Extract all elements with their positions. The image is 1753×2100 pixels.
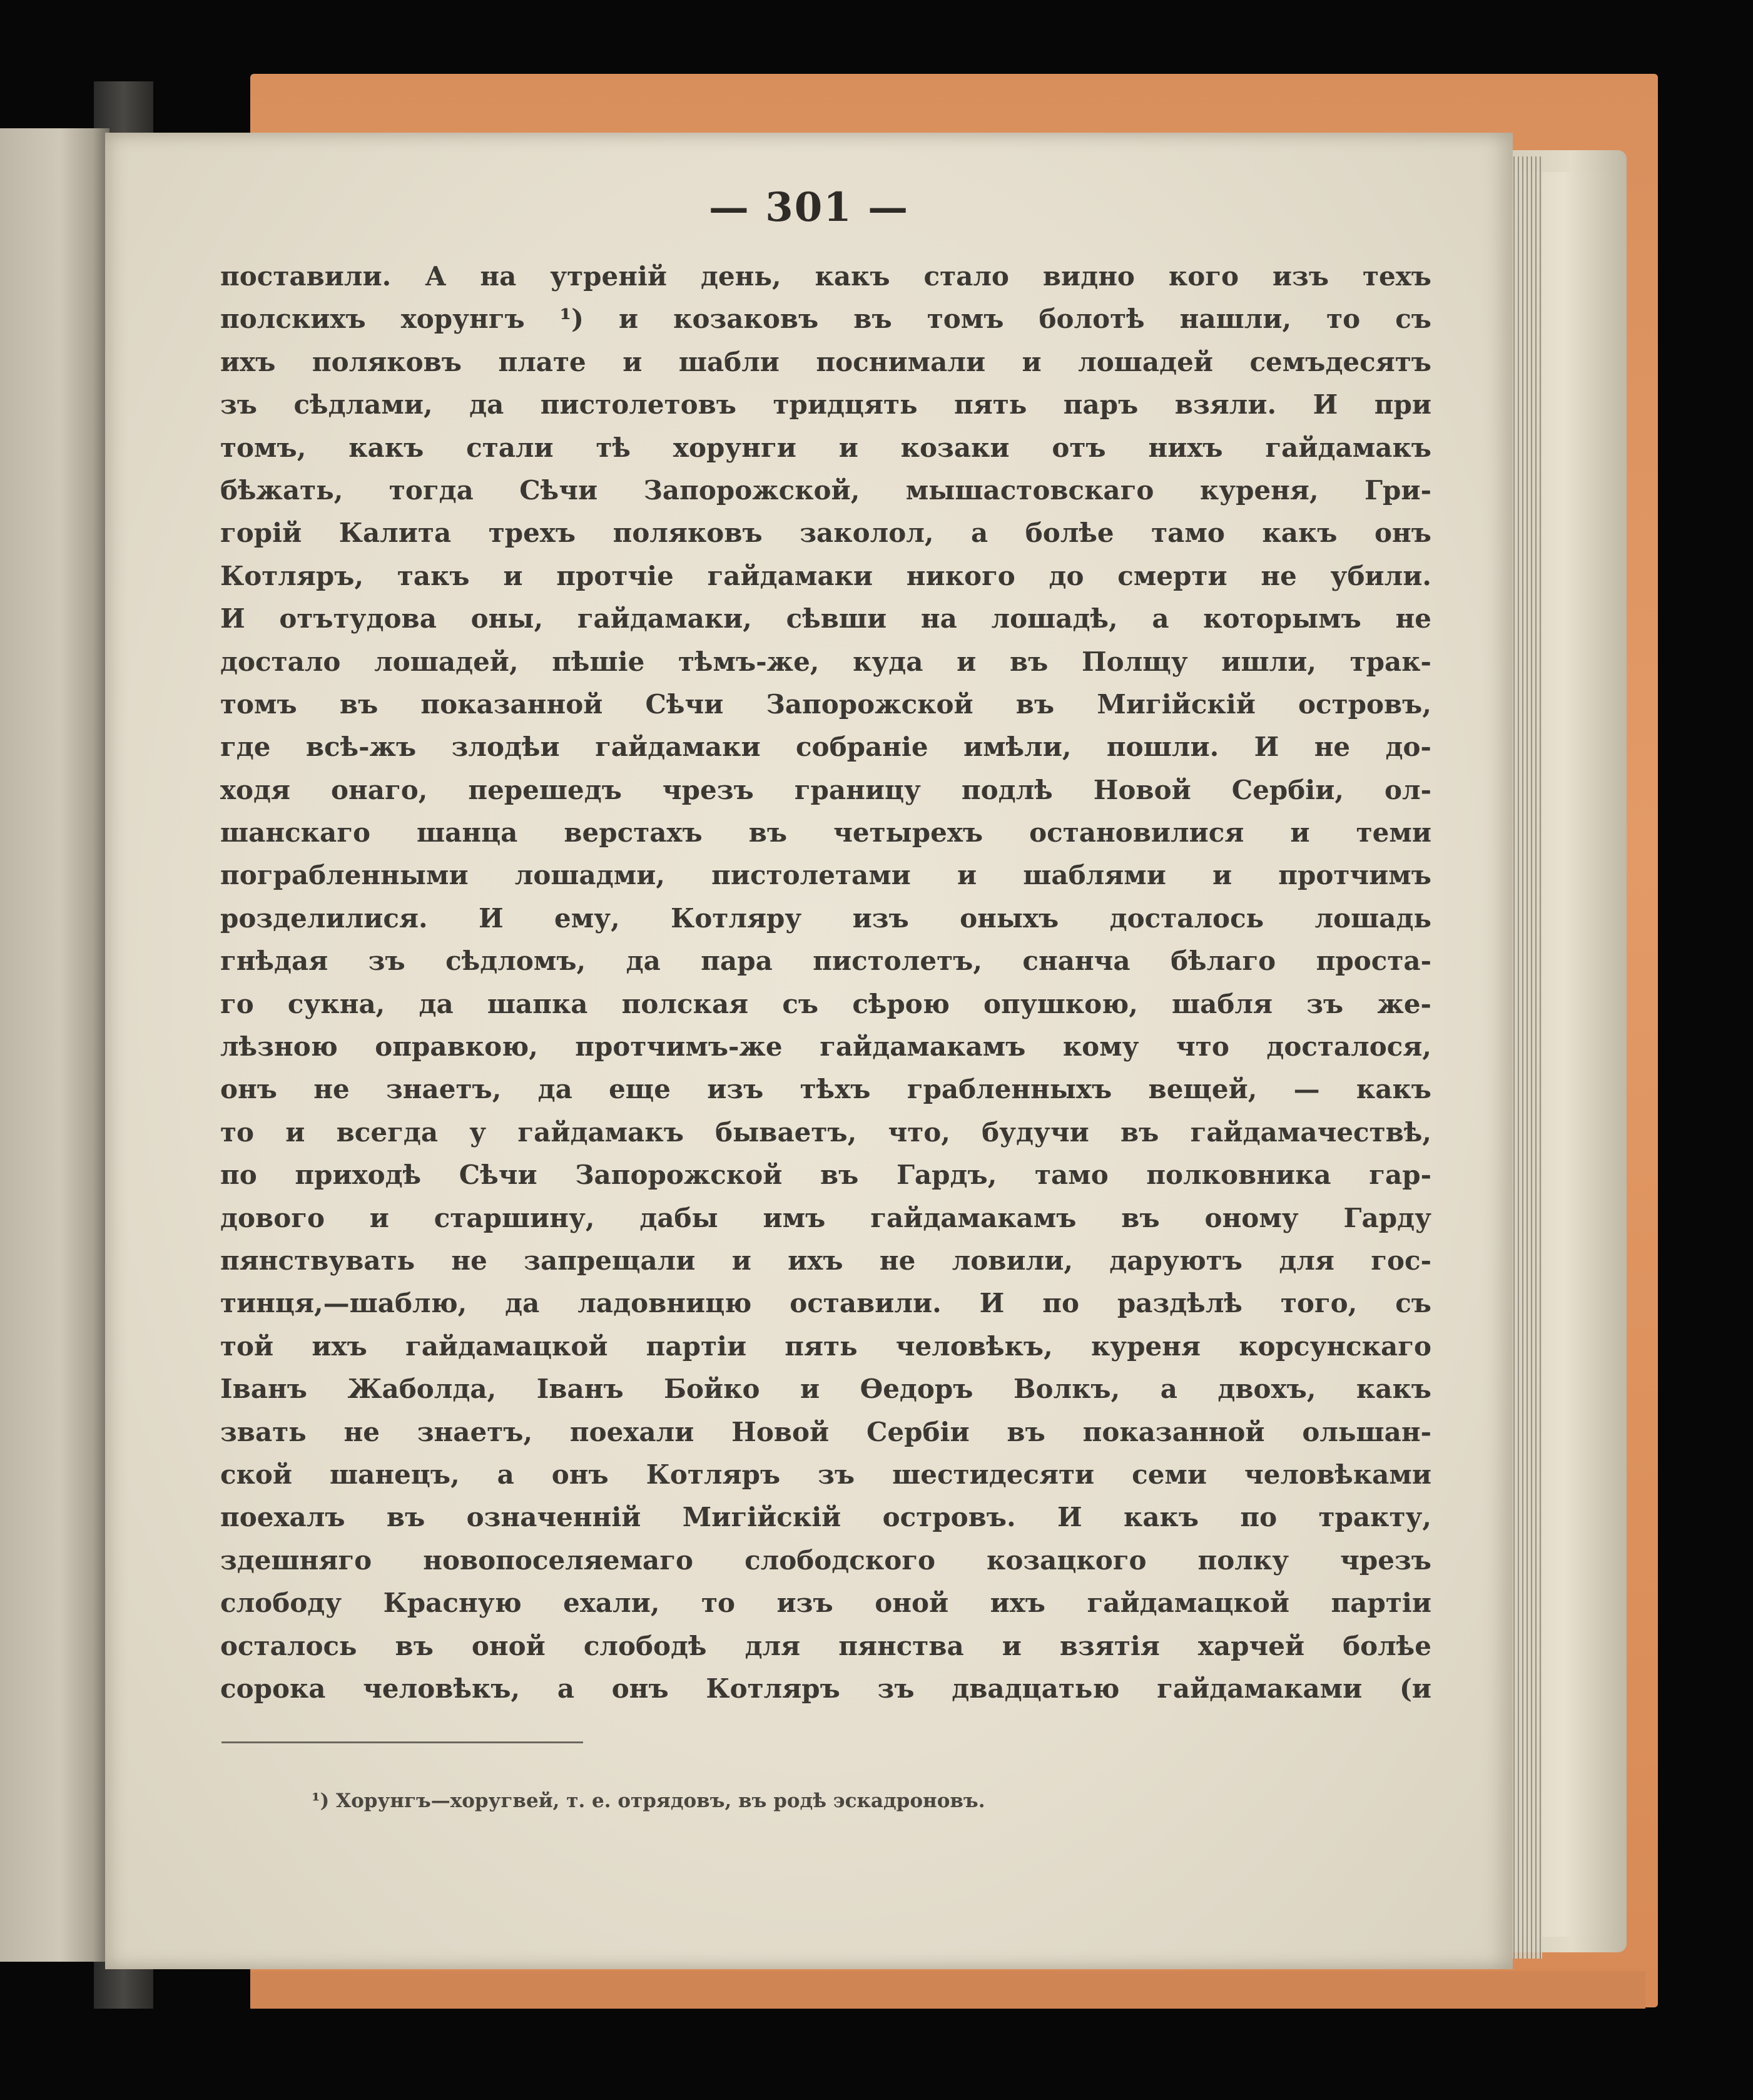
text-line: по приходѣ Сѣчи Запорожской въ Гардъ, тамо полковника гар- — [220, 1160, 1431, 1191]
text-line: Котляръ, такъ и протчіе гайдамаки никого до смерти не убили. — [220, 560, 1431, 591]
footnote: ¹) Хорунгъ—хоругвей, т. е. отрядовъ, въ родѣ эскадроновъ. — [312, 1790, 985, 1812]
text-line: томъ, какъ стали тѣ хорунги и козаки отъ нихъ гайдамакъ — [220, 432, 1431, 463]
text-line: достало лошадей, пѣшіе тѣмъ-же, куда и въ Полщу ишли, трак- — [220, 646, 1431, 677]
text-line: ской шанецъ, а онъ Котляръ зъ шестидесяти семи человѣками — [220, 1459, 1431, 1490]
text-line: бѣжать, тогда Сѣчи Запорожской, мышастовскаго куреня, Гри- — [220, 474, 1431, 506]
text-line: розделилися. И ему, Котляру изъ оныхъ досталось лошадь — [220, 902, 1431, 934]
left-page-edge — [0, 128, 109, 1962]
text-line: И отътудова оны, гайдамаки, сѣвши на лошадѣ, а которымъ не — [220, 603, 1431, 635]
text-line: ихъ поляковъ плате и шабли поснимали и лошадей семъдесятъ — [220, 346, 1431, 377]
text-line: здешняго новопоселяемаго слободского козацкого полку чрезъ — [220, 1544, 1431, 1576]
text-line: той ихъ гайдамацкой партіи пять человѣкъ, куреня корсунскаго — [220, 1330, 1431, 1362]
text-line: онъ не знаетъ, да еще изъ тѣхъ грабленныхъ вещей, — какъ — [220, 1074, 1431, 1105]
text-line: горій Калита трехъ поляковъ заколол, а болѣе тамо какъ онъ — [220, 517, 1431, 549]
text-line: осталось въ оной слободѣ для пянства и взятія харчей болѣе — [220, 1630, 1431, 1661]
text-line: дового и старшину, дабы имъ гайдамакамъ въ оному Гарду — [220, 1202, 1431, 1233]
footnote-rule — [221, 1741, 583, 1743]
text-line: Іванъ Жаболда, Іванъ Бойко и Өедоръ Волкъ, а двохъ, какъ — [220, 1374, 1431, 1405]
text-line: лѣзною оправкою, протчимъ-же гайдамакамъ кому что досталося, — [220, 1031, 1431, 1063]
text-line: полскихъ хорунгъ ¹) и козаковъ въ томъ болотѣ нашли, то съ — [220, 303, 1431, 335]
text-line: поехалъ въ означенній Мигійскій островъ. И какъ по тракту, — [220, 1502, 1431, 1533]
text-line: звать не знаетъ, поехали Новой Сербіи въ показанной ольшан- — [220, 1416, 1431, 1447]
text-line: гнѣдая зъ сѣдломъ, да пара пистолетъ, снанча бѣлаго проста- — [220, 946, 1431, 977]
text-line: тинця,—шаблю, да ладовницю оставили. И по раздѣлѣ того, съ — [220, 1288, 1431, 1319]
text-line: ходя онаго, перешедъ чрезъ границу подлѣ Новой Сербіи, ол- — [220, 774, 1431, 805]
text-line: слободу Красную ехали, то изъ оной ихъ гайдамацкой партіи — [220, 1588, 1431, 1619]
book-cover-bottom — [250, 1971, 1645, 2009]
text-line: сорока человѣкъ, а онъ Котляръ зъ двадцатью гайдамаками (и — [220, 1673, 1431, 1704]
page-number: — 301 — — [708, 184, 910, 231]
text-line: шанскаго шанца верстахъ въ четырехъ остановилися и теми — [220, 817, 1431, 849]
text-line: поставили. А на утреній день, какъ стало видно кого изъ техъ — [220, 261, 1431, 292]
text-line: го сукна, да шапка полская съ сѣрою опушкою, шабля зъ же- — [220, 988, 1431, 1019]
text-line: пянствувать не запрещали и ихъ не ловили, даруютъ для гос- — [220, 1245, 1431, 1276]
text-line: где всѣ-жъ злодѣи гайдамаки собраніе имѣли, пошли. И не до- — [220, 731, 1431, 763]
book-page — [105, 133, 1513, 1969]
text-line: томъ въ показанной Сѣчи Запорожской въ Мигійскій островъ, — [220, 688, 1431, 720]
text-line: пограбленными лошадми, пистолетами и шаблями и протчимъ — [220, 860, 1431, 891]
text-line: то и всегда у гайдамакъ бываетъ, что, будучи въ гайдамачествѣ, — [220, 1116, 1431, 1148]
body-text — [220, 255, 1431, 1710]
text-line: зъ сѣдлами, да пистолетовъ тридцять пять паръ взяли. И при — [220, 389, 1431, 421]
